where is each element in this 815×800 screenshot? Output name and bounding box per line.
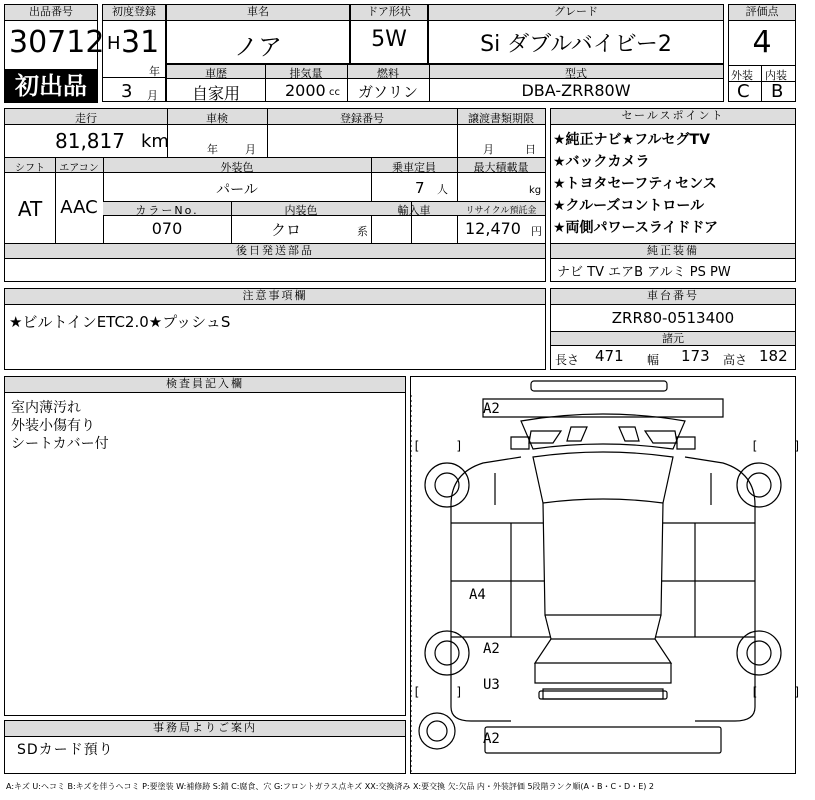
spec-row [166, 64, 724, 102]
grade-box [428, 4, 724, 64]
door-box [350, 4, 428, 64]
notes: ★ビルトインETC2.0★プッシュS [9, 313, 231, 331]
lot-label: 出品番号 [5, 5, 97, 21]
first-listing-badge: 初出品 [4, 69, 98, 103]
sales-item: ★トヨタセーフティセンス [553, 176, 717, 192]
capacity-label: 乗車定員 [392, 161, 436, 174]
color-label: 外装色 [220, 161, 254, 174]
shift-label: シフト [15, 163, 45, 174]
month: 3 [121, 81, 133, 102]
legend: A:キズ U:ヘコミ B:キズを伴うヘコミ P:要塗装 W:補修跡 S:錆 C:腐食、穴 G:フロントガラス点キズ XX:交換済み X:要交換 欠:欠品 内・外装評価 5段階ランク順(A・B・C・D・E) 2 [6, 782, 655, 791]
notes-label: 注意事項欄 [5, 289, 545, 305]
damage-mark: A4 [469, 587, 486, 603]
history: 自家用 [191, 84, 240, 103]
first-reg-box [102, 4, 166, 102]
docs-month: 月 [483, 143, 494, 156]
disp-unit: cc [329, 87, 340, 98]
ac: AAC [60, 197, 98, 218]
sales-item: ★両側パワースライドドア [553, 220, 719, 236]
inspection-year: 年 [207, 143, 218, 156]
lot-number: 30712 [9, 25, 105, 60]
model: DBA-ZRR80W [521, 81, 631, 100]
load-label: 最大積載量 [473, 161, 529, 174]
ext-score: C [737, 81, 750, 102]
equip-label: 純正装備 [551, 244, 795, 259]
damage-diagram [410, 376, 815, 774]
bracket-mark: [ ] [751, 685, 815, 699]
door-type: 5W [371, 27, 407, 52]
reg-label: 登録番号 [340, 112, 384, 125]
inspection-label: 車検 [206, 112, 228, 125]
office-note: SDカード預り [17, 742, 114, 758]
capacity-unit: 人 [437, 183, 448, 196]
name-box [166, 4, 350, 64]
bracket-mark: [ ] [413, 685, 477, 699]
int-label: 内装 [765, 69, 787, 82]
recycle: 12,470 [465, 219, 521, 238]
door-label: ドア形状 [351, 5, 427, 21]
score: 4 [752, 25, 772, 60]
ac-label: エアコン [59, 163, 99, 174]
chassis-number: ZRR80-0513400 [611, 309, 735, 327]
score-box [728, 4, 796, 102]
car-diagram-svg [411, 377, 795, 773]
sales-label: セールスポイント [551, 109, 795, 125]
dims-label: 諸元 [551, 332, 795, 346]
grade: Si ダブルバイビー2 [480, 32, 672, 57]
colorno-label: カラーNo. [135, 204, 199, 217]
mileage-unit: km [141, 131, 169, 152]
fuel: ガソリン [357, 83, 418, 101]
ext-label: 外装 [731, 69, 753, 82]
inspector-line: 外装小傷有り [11, 418, 95, 434]
score-label: 評価点 [729, 5, 795, 21]
inspector-line: シートカバー付 [11, 436, 109, 452]
bracket-mark: [ ] [413, 439, 477, 453]
docs-day: 日 [525, 143, 536, 156]
lot-box [4, 4, 105, 102]
docs-label: 譲渡書類期限 [468, 112, 534, 125]
colorno: 070 [151, 219, 183, 238]
damage-mark: A2 [483, 641, 500, 657]
car-name: ノア [234, 33, 282, 61]
color: パール [216, 182, 258, 198]
len-label: 長さ [555, 353, 580, 367]
chassis-box [550, 288, 796, 370]
year-unit: 年 [149, 65, 160, 78]
name-label: 車名 [167, 5, 349, 21]
int-score: B [771, 81, 784, 102]
year: 31 [121, 25, 160, 60]
first-reg-label: 初度登録 [103, 5, 165, 21]
chassis-label: 車台番号 [551, 289, 795, 305]
equip: ナビ TV エアB アルミ PS PW [557, 265, 731, 280]
sales-item: ★純正ナビ★フルセグTV [553, 132, 710, 148]
height: 182 [759, 347, 788, 365]
model-label: 型式 [565, 67, 587, 80]
disp-label: 排気量 [289, 67, 323, 80]
import-label: 輸入車 [397, 204, 431, 217]
inspector-line: 室内薄汚れ [11, 400, 81, 416]
bracket-mark: [ ] [751, 439, 815, 453]
history-label: 車歴 [205, 67, 227, 80]
sales-item: ★バックカメラ [553, 154, 650, 170]
inspection-month: 月 [245, 143, 256, 156]
intcolor-unit: 系 [357, 225, 368, 238]
inspector-label: 検査員記入欄 [5, 377, 405, 393]
sales-item: ★クルーズコントロール [553, 198, 705, 214]
recycle-label: リサイクル預託金 [465, 206, 537, 216]
recycle-unit: 円 [531, 225, 542, 238]
hei-label: 高さ [723, 353, 748, 367]
displacement: 2000 [285, 81, 326, 100]
notes-box [4, 288, 546, 370]
office-box [4, 720, 406, 774]
mileage: 81,817 [55, 129, 125, 153]
fuel-label: 燃料 [377, 67, 399, 80]
vehicle-detail-box [4, 108, 546, 282]
month-unit: 月 [147, 89, 158, 102]
shift: AT [17, 197, 43, 221]
capacity: 7 [415, 179, 425, 197]
length: 471 [595, 347, 624, 365]
damage-mark: U3 [483, 677, 500, 693]
load-unit: kg [529, 185, 542, 196]
wid-label: 幅 [647, 353, 660, 367]
damage-mark: A2 [483, 401, 500, 417]
intcolor: クロ [271, 221, 302, 239]
era: H [107, 33, 121, 54]
width: 173 [681, 347, 710, 365]
damage-mark: A2 [483, 731, 500, 747]
office-label: 事務局よりご案内 [5, 721, 405, 737]
inspector-box [4, 376, 406, 716]
mileage-label: 走行 [75, 112, 97, 125]
later-label: 後日発送部品 [5, 244, 545, 259]
sales-box [550, 108, 796, 282]
intcolor-label: 内装色 [284, 204, 318, 217]
grade-label: グレード [429, 5, 723, 21]
